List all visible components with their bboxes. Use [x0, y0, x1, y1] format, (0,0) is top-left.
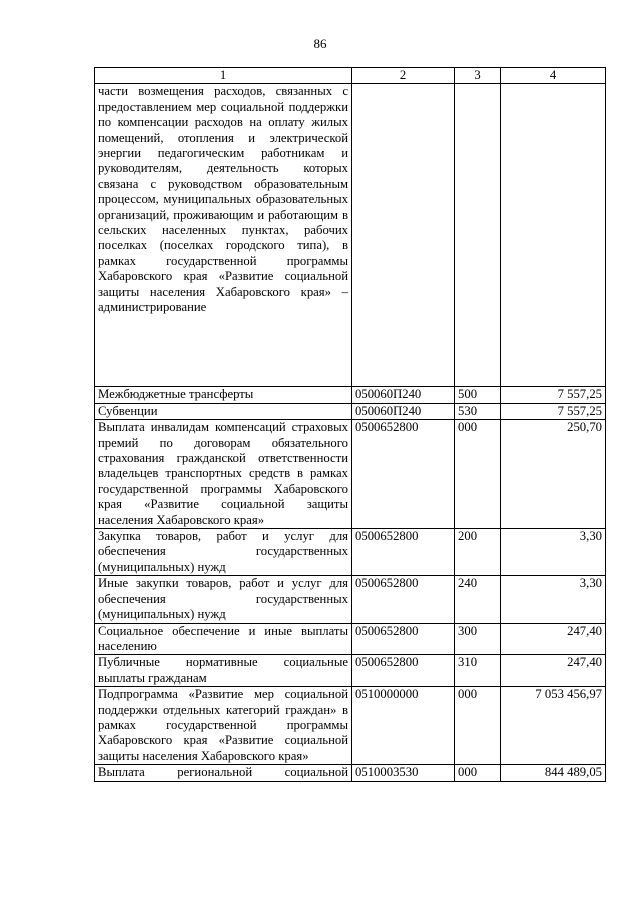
- row-name: Иные закупки товаров, работ и услуг для обеспечения государственных (муниципальных) нужд: [95, 576, 352, 623]
- row-code: 0500652800: [352, 529, 455, 576]
- table-row: [95, 655, 606, 687]
- row-code: 0500652800: [352, 420, 455, 529]
- page-number: 86: [313, 36, 327, 51]
- row-vr: 300: [455, 623, 501, 655]
- row-sum: 250,70: [501, 420, 606, 529]
- row-name: Закупка товаров, работ и услуг для обеспечения государственных (муниципальных) нужд: [95, 529, 352, 576]
- table-header-row: [95, 68, 606, 84]
- row-vr: [455, 84, 501, 387]
- row-sum: 844 489,05: [501, 765, 606, 781]
- row-name: Межбюджетные трансферты: [95, 387, 352, 403]
- table-row: [95, 387, 606, 403]
- table-row: [95, 623, 606, 655]
- row-name: Выплата инвалидам компенсаций страховых премий по договорам обязательного страхования гражданской ответственности владельцев транспортных средств в рамках государственной программы Хабаровского края «Развитие социальной защиты населения Хабаровского края»: [95, 420, 352, 529]
- row-vr: 310: [455, 655, 501, 687]
- row-vr: 000: [455, 687, 501, 765]
- row-code: 0510003530: [352, 765, 455, 781]
- table-row: [95, 403, 606, 419]
- row-vr: 240: [455, 576, 501, 623]
- row-sum: 3,30: [501, 576, 606, 623]
- row-code: 0510000000: [352, 687, 455, 765]
- row-name: части возмещения расходов, связанных с предоставлением мер социальной поддержки по компенсации расходов на оплату жилых помещений, отопления и электрической энергии педагогическим работникам и руководителям, деятельность которых связана с руководством образовательным процессом, муниципальных образовательных организаций, проживающим и работающим в сельских населенных пунктах, рабочих поселках (поселках городского типа), в рамках государственной программы Хабаровского края «Развитие социальной защиты населения Хабаровского края» – администрирование: [95, 84, 352, 387]
- row-vr: 000: [455, 420, 501, 529]
- row-sum: 7 557,25: [501, 403, 606, 419]
- table-row: [95, 420, 606, 529]
- table-row: [95, 529, 606, 576]
- row-sum: 247,40: [501, 623, 606, 655]
- table-row: [95, 576, 606, 623]
- table-row: [95, 765, 606, 781]
- table-row: [95, 687, 606, 765]
- row-name: Подпрограмма «Развитие мер социальной поддержки отдельных категорий граждан» в рамках государственной программы Хабаровского края «Развитие социальной защиты населения Хабаровского края»: [95, 687, 352, 765]
- row-sum: [501, 84, 606, 387]
- row-vr: 200: [455, 529, 501, 576]
- row-name: Социальное обеспечение и иные выплаты населению: [95, 623, 352, 655]
- row-name: Выплата региональной социальной: [95, 765, 352, 781]
- row-code: 0500652800: [352, 576, 455, 623]
- row-code: 0500652800: [352, 623, 455, 655]
- row-code: 050060П240: [352, 403, 455, 419]
- header-col-1: 1: [95, 68, 352, 84]
- row-code: 0500652800: [352, 655, 455, 687]
- row-vr: 500: [455, 387, 501, 403]
- header-col-3: 3: [455, 68, 501, 84]
- row-name: Субвенции: [95, 403, 352, 419]
- row-sum: 7 557,25: [501, 387, 606, 403]
- header-col-2: 2: [352, 68, 455, 84]
- row-code: 050060П240: [352, 387, 455, 403]
- row-sum: 247,40: [501, 655, 606, 687]
- row-sum: 3,30: [501, 529, 606, 576]
- header-col-4: 4: [501, 68, 606, 84]
- table-row: [95, 84, 606, 387]
- budget-table: [94, 67, 606, 782]
- row-sum: 7 053 456,97: [501, 687, 606, 765]
- row-vr: 000: [455, 765, 501, 781]
- row-name: Публичные нормативные социальные выплаты гражданам: [95, 655, 352, 687]
- row-code: [352, 84, 455, 387]
- row-vr: 530: [455, 403, 501, 419]
